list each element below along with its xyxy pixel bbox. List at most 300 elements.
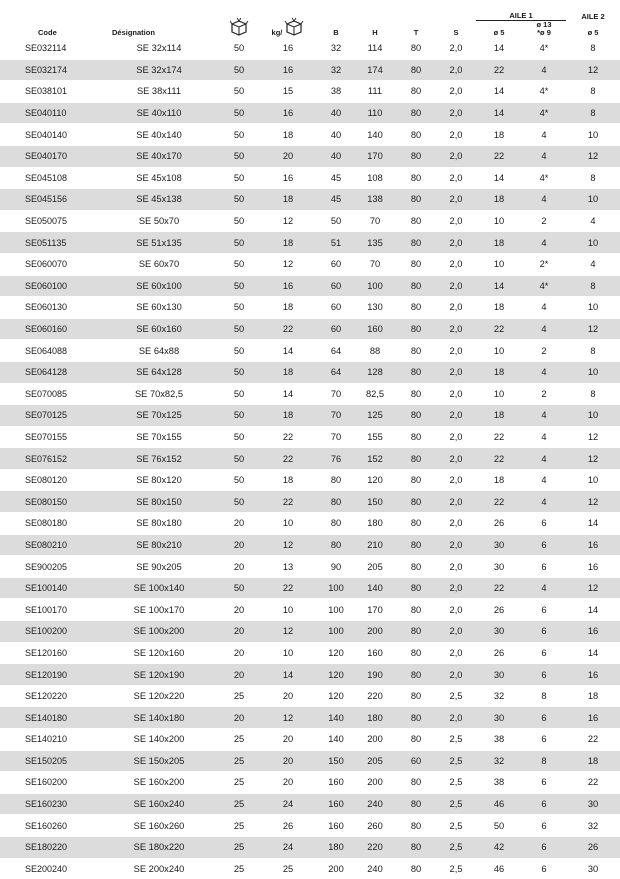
- cell-t: 80: [396, 253, 436, 275]
- cell-t: 80: [396, 189, 436, 211]
- header-code: Code: [0, 0, 98, 38]
- cell-aile1-d5: 10: [476, 210, 522, 232]
- cell-h: 210: [354, 534, 396, 556]
- table-row: [0, 621, 620, 643]
- cell-s: 2,0: [436, 469, 476, 491]
- weight-box-icon: [284, 17, 304, 37]
- cell-aile2-d5: 22: [566, 729, 620, 751]
- cell-s: 2,0: [436, 297, 476, 319]
- cell-code: SE070085: [0, 383, 98, 405]
- table-row: [0, 707, 620, 729]
- cell-kg: 26: [258, 815, 318, 837]
- table-row: [0, 124, 620, 146]
- cell-box-qty: 50: [220, 318, 258, 340]
- cell-box-qty: 50: [220, 189, 258, 211]
- cell-s: 2,0: [436, 599, 476, 621]
- cell-t: 80: [396, 124, 436, 146]
- header-b: B: [318, 0, 354, 38]
- cell-aile1-d13: 6: [522, 729, 566, 751]
- header-d9-label: *ø 9: [537, 28, 551, 37]
- cell-aile1-d5: 50: [476, 815, 522, 837]
- cell-b: 60: [318, 253, 354, 275]
- cell-aile1-d5: 26: [476, 513, 522, 535]
- cell-aile1-d13: 6: [522, 664, 566, 686]
- cell-b: 200: [318, 858, 354, 879]
- cell-aile1-d5: 46: [476, 858, 522, 879]
- cell-b: 38: [318, 81, 354, 103]
- cell-aile1-d5: 14: [476, 167, 522, 189]
- header-aile2-d5: ø 5: [566, 21, 620, 38]
- cell-aile1-d5: 30: [476, 664, 522, 686]
- table-row: [0, 556, 620, 578]
- cell-code: SE900205: [0, 556, 98, 578]
- table-row: [0, 685, 620, 707]
- cell-h: 135: [354, 232, 396, 254]
- cell-aile2-d5: 16: [566, 707, 620, 729]
- cell-s: 2,5: [436, 815, 476, 837]
- cell-aile1-d13: 4: [522, 318, 566, 340]
- cell-box-qty: 20: [220, 642, 258, 664]
- cell-designation: SE 32x114: [98, 38, 220, 60]
- cell-code: SE060100: [0, 275, 98, 297]
- cell-designation: SE 50x70: [98, 210, 220, 232]
- cell-kg: 12: [258, 210, 318, 232]
- cell-box-qty: 50: [220, 210, 258, 232]
- cell-s: 2,0: [436, 275, 476, 297]
- cell-aile2-d5: 14: [566, 599, 620, 621]
- cell-code: SE100200: [0, 621, 98, 643]
- cell-aile1-d13: 6: [522, 815, 566, 837]
- cell-box-qty: 25: [220, 729, 258, 751]
- cell-box-qty: 50: [220, 448, 258, 470]
- cell-b: 60: [318, 318, 354, 340]
- cell-designation: SE 60x160: [98, 318, 220, 340]
- header-kg: [258, 0, 318, 38]
- cell-box-qty: 50: [220, 361, 258, 383]
- header-aile1-d13: [522, 21, 566, 38]
- header-aile2: AILE 2: [566, 0, 620, 21]
- cell-kg: 10: [258, 513, 318, 535]
- cell-aile1-d13: 4: [522, 469, 566, 491]
- cell-code: SE060070: [0, 253, 98, 275]
- cell-code: SE051135: [0, 232, 98, 254]
- cell-b: 160: [318, 793, 354, 815]
- cell-kg: 20: [258, 772, 318, 794]
- cell-s: 2,0: [436, 38, 476, 60]
- cell-b: 150: [318, 750, 354, 772]
- cell-aile1-d5: 32: [476, 685, 522, 707]
- cell-code: SE080150: [0, 491, 98, 513]
- cell-h: 70: [354, 210, 396, 232]
- cell-s: 2,0: [436, 210, 476, 232]
- cell-b: 76: [318, 448, 354, 470]
- cell-aile1-d5: 10: [476, 340, 522, 362]
- cell-box-qty: 50: [220, 38, 258, 60]
- cell-b: 160: [318, 815, 354, 837]
- cell-aile1-d13: 8: [522, 750, 566, 772]
- cell-h: 150: [354, 491, 396, 513]
- cell-aile1-d13: 2: [522, 340, 566, 362]
- cell-code: SE040140: [0, 124, 98, 146]
- cell-box-qty: 50: [220, 59, 258, 81]
- cell-aile1-d5: 10: [476, 383, 522, 405]
- cell-h: 155: [354, 426, 396, 448]
- cell-s: 2,5: [436, 750, 476, 772]
- cell-h: 190: [354, 664, 396, 686]
- header-d13-label: ø 13: [536, 20, 551, 29]
- cell-code: SE060130: [0, 297, 98, 319]
- cell-h: 82,5: [354, 383, 396, 405]
- cell-aile1-d13: 4: [522, 405, 566, 427]
- cell-s: 2,0: [436, 556, 476, 578]
- table-row: [0, 210, 620, 232]
- cell-designation: SE 140x180: [98, 707, 220, 729]
- cell-aile2-d5: 12: [566, 318, 620, 340]
- cell-code: SE100170: [0, 599, 98, 621]
- cell-aile2-d5: 14: [566, 642, 620, 664]
- cell-kg: 20: [258, 729, 318, 751]
- cell-t: 80: [396, 836, 436, 858]
- cell-code: SE180220: [0, 836, 98, 858]
- cell-b: 120: [318, 642, 354, 664]
- cell-b: 40: [318, 124, 354, 146]
- table-row: [0, 38, 620, 60]
- cell-b: 70: [318, 426, 354, 448]
- cell-code: SE080120: [0, 469, 98, 491]
- cell-kg: 20: [258, 145, 318, 167]
- cell-h: 114: [354, 38, 396, 60]
- cell-h: 140: [354, 577, 396, 599]
- cell-aile1-d5: 38: [476, 729, 522, 751]
- cell-kg: 18: [258, 405, 318, 427]
- cell-designation: SE 80x150: [98, 491, 220, 513]
- table-row: [0, 491, 620, 513]
- cell-aile1-d13: 4*: [522, 81, 566, 103]
- cell-t: 80: [396, 448, 436, 470]
- cell-designation: SE 100x200: [98, 621, 220, 643]
- table-row: [0, 664, 620, 686]
- cell-code: SE080180: [0, 513, 98, 535]
- cell-aile1-d5: 22: [476, 426, 522, 448]
- cell-t: 80: [396, 102, 436, 124]
- cell-t: 80: [396, 707, 436, 729]
- cell-t: 80: [396, 405, 436, 427]
- cell-designation: SE 45x138: [98, 189, 220, 211]
- cell-designation: SE 64x88: [98, 340, 220, 362]
- cell-box-qty: 20: [220, 534, 258, 556]
- cell-kg: 10: [258, 599, 318, 621]
- cell-aile2-d5: 10: [566, 469, 620, 491]
- table-row: [0, 383, 620, 405]
- table-row: [0, 81, 620, 103]
- cell-code: SE064128: [0, 361, 98, 383]
- table-row: [0, 102, 620, 124]
- header-h: H: [354, 0, 396, 38]
- cell-t: 80: [396, 167, 436, 189]
- cell-code: SE050075: [0, 210, 98, 232]
- cell-aile2-d5: 16: [566, 534, 620, 556]
- cell-designation: SE 76x152: [98, 448, 220, 470]
- table-row: [0, 426, 620, 448]
- cell-s: 2,0: [436, 59, 476, 81]
- cell-h: 170: [354, 145, 396, 167]
- cell-box-qty: 50: [220, 383, 258, 405]
- cell-b: 40: [318, 102, 354, 124]
- cell-aile1-d5: 32: [476, 750, 522, 772]
- cell-box-qty: 25: [220, 793, 258, 815]
- table-row: [0, 59, 620, 81]
- cell-code: SE160200: [0, 772, 98, 794]
- cell-b: 51: [318, 232, 354, 254]
- cell-aile1-d13: 4: [522, 145, 566, 167]
- cell-aile2-d5: 12: [566, 426, 620, 448]
- cell-aile2-d5: 8: [566, 340, 620, 362]
- cell-s: 2,0: [436, 491, 476, 513]
- cell-kg: 18: [258, 124, 318, 146]
- cell-aile1-d13: 4*: [522, 102, 566, 124]
- cell-designation: SE 120x160: [98, 642, 220, 664]
- cell-designation: SE 150x205: [98, 750, 220, 772]
- cell-b: 64: [318, 340, 354, 362]
- cell-aile1-d13: 2: [522, 383, 566, 405]
- cell-b: 64: [318, 361, 354, 383]
- cell-kg: 13: [258, 556, 318, 578]
- cell-t: 80: [396, 513, 436, 535]
- table-header: [0, 0, 620, 38]
- cell-box-qty: 50: [220, 405, 258, 427]
- cell-aile1-d13: 6: [522, 513, 566, 535]
- cell-b: 70: [318, 383, 354, 405]
- cell-code: SE160260: [0, 815, 98, 837]
- cell-aile2-d5: 12: [566, 448, 620, 470]
- cell-b: 180: [318, 836, 354, 858]
- cell-code: SE120190: [0, 664, 98, 686]
- cell-t: 80: [396, 145, 436, 167]
- cell-code: SE160230: [0, 793, 98, 815]
- cell-s: 2,0: [436, 707, 476, 729]
- cell-t: 80: [396, 361, 436, 383]
- cell-box-qty: 25: [220, 858, 258, 879]
- cell-aile1-d13: 4: [522, 124, 566, 146]
- cell-s: 2,0: [436, 81, 476, 103]
- cell-aile2-d5: 4: [566, 210, 620, 232]
- cell-aile2-d5: 8: [566, 81, 620, 103]
- cell-aile1-d5: 38: [476, 772, 522, 794]
- cell-box-qty: 25: [220, 815, 258, 837]
- cell-box-qty: 50: [220, 102, 258, 124]
- cell-box-qty: 20: [220, 621, 258, 643]
- cell-designation: SE 40x140: [98, 124, 220, 146]
- cell-t: 80: [396, 38, 436, 60]
- cell-aile1-d13: 4*: [522, 38, 566, 60]
- cell-aile1-d13: 4: [522, 297, 566, 319]
- cell-designation: SE 38x111: [98, 81, 220, 103]
- cell-t: 80: [396, 664, 436, 686]
- cell-aile1-d5: 18: [476, 189, 522, 211]
- cell-designation: SE 100x140: [98, 577, 220, 599]
- cell-code: SE120220: [0, 685, 98, 707]
- cell-h: 152: [354, 448, 396, 470]
- cell-box-qty: 20: [220, 513, 258, 535]
- cell-aile1-d5: 22: [476, 577, 522, 599]
- cell-b: 60: [318, 297, 354, 319]
- cell-h: 174: [354, 59, 396, 81]
- header-t: T: [396, 0, 436, 38]
- cell-s: 2,0: [436, 621, 476, 643]
- table-row: [0, 448, 620, 470]
- cell-designation: SE 180x220: [98, 836, 220, 858]
- cell-b: 120: [318, 664, 354, 686]
- cell-aile2-d5: 10: [566, 189, 620, 211]
- cell-designation: SE 200x240: [98, 858, 220, 879]
- cell-h: 200: [354, 729, 396, 751]
- cell-s: 2,0: [436, 318, 476, 340]
- cell-aile1-d13: 4: [522, 426, 566, 448]
- cell-code: SE150205: [0, 750, 98, 772]
- cell-code: SE120160: [0, 642, 98, 664]
- cell-h: 180: [354, 513, 396, 535]
- cell-kg: 22: [258, 448, 318, 470]
- table-row: [0, 275, 620, 297]
- cell-t: 80: [396, 469, 436, 491]
- table-row: [0, 599, 620, 621]
- cell-box-qty: 50: [220, 145, 258, 167]
- cell-kg: 16: [258, 38, 318, 60]
- cell-t: 80: [396, 340, 436, 362]
- cell-aile1-d13: 4: [522, 59, 566, 81]
- cell-s: 2,0: [436, 448, 476, 470]
- cell-aile2-d5: 8: [566, 102, 620, 124]
- cell-b: 40: [318, 145, 354, 167]
- cell-t: 80: [396, 815, 436, 837]
- table-row: [0, 858, 620, 879]
- cell-t: 80: [396, 318, 436, 340]
- cell-kg: 12: [258, 253, 318, 275]
- cell-aile1-d13: 2: [522, 210, 566, 232]
- cell-designation: SE 60x130: [98, 297, 220, 319]
- cell-h: 240: [354, 793, 396, 815]
- cell-h: 200: [354, 621, 396, 643]
- cell-code: SE045108: [0, 167, 98, 189]
- cell-kg: 16: [258, 275, 318, 297]
- cell-aile2-d5: 8: [566, 275, 620, 297]
- cell-b: 90: [318, 556, 354, 578]
- cell-b: 45: [318, 167, 354, 189]
- cell-t: 80: [396, 858, 436, 879]
- cell-designation: SE 40x170: [98, 145, 220, 167]
- cell-h: 120: [354, 469, 396, 491]
- cell-h: 160: [354, 318, 396, 340]
- cell-kg: 16: [258, 59, 318, 81]
- cell-b: 80: [318, 534, 354, 556]
- cell-b: 60: [318, 275, 354, 297]
- cell-kg: 16: [258, 167, 318, 189]
- cell-box-qty: 50: [220, 253, 258, 275]
- cell-aile1-d13: 6: [522, 642, 566, 664]
- cell-code: SE076152: [0, 448, 98, 470]
- cell-kg: 22: [258, 426, 318, 448]
- cell-kg: 24: [258, 793, 318, 815]
- cell-aile1-d5: 18: [476, 361, 522, 383]
- cell-aile1-d13: 4: [522, 232, 566, 254]
- cell-kg: 14: [258, 383, 318, 405]
- cell-s: 2,0: [436, 534, 476, 556]
- cell-t: 80: [396, 621, 436, 643]
- cell-h: 240: [354, 858, 396, 879]
- table-row: [0, 340, 620, 362]
- cell-box-qty: 50: [220, 167, 258, 189]
- cell-h: 130: [354, 297, 396, 319]
- cell-aile2-d5: 12: [566, 145, 620, 167]
- cell-t: 80: [396, 556, 436, 578]
- cell-aile2-d5: 22: [566, 772, 620, 794]
- cell-kg: 22: [258, 491, 318, 513]
- cell-s: 2,0: [436, 253, 476, 275]
- cell-b: 160: [318, 772, 354, 794]
- cell-h: 160: [354, 642, 396, 664]
- cell-aile1-d5: 10: [476, 253, 522, 275]
- cell-designation: SE 80x210: [98, 534, 220, 556]
- box-icon: [229, 17, 249, 37]
- cell-kg: 18: [258, 361, 318, 383]
- cell-h: 200: [354, 772, 396, 794]
- cell-s: 2,0: [436, 232, 476, 254]
- cell-kg: 14: [258, 664, 318, 686]
- cell-h: 88: [354, 340, 396, 362]
- header-s: S: [436, 0, 476, 38]
- cell-aile2-d5: 12: [566, 577, 620, 599]
- cell-b: 140: [318, 707, 354, 729]
- cell-code: SE040170: [0, 145, 98, 167]
- cell-aile2-d5: 10: [566, 297, 620, 319]
- cell-code: SE100140: [0, 577, 98, 599]
- cell-t: 80: [396, 685, 436, 707]
- cell-t: 80: [396, 426, 436, 448]
- cell-t: 80: [396, 81, 436, 103]
- cell-t: 80: [396, 772, 436, 794]
- cell-h: 70: [354, 253, 396, 275]
- cell-aile1-d5: 18: [476, 405, 522, 427]
- cell-aile2-d5: 10: [566, 232, 620, 254]
- table-row: [0, 577, 620, 599]
- cell-designation: SE 70x82,5: [98, 383, 220, 405]
- cell-h: 260: [354, 815, 396, 837]
- cell-aile1-d5: 18: [476, 469, 522, 491]
- cell-designation: SE 140x200: [98, 729, 220, 751]
- cell-aile1-d5: 14: [476, 81, 522, 103]
- cell-s: 2,0: [436, 167, 476, 189]
- cell-b: 32: [318, 38, 354, 60]
- cell-t: 80: [396, 59, 436, 81]
- cell-box-qty: 50: [220, 297, 258, 319]
- table-row: [0, 815, 620, 837]
- cell-b: 120: [318, 685, 354, 707]
- cell-designation: SE 90x205: [98, 556, 220, 578]
- cell-aile1-d13: 2*: [522, 253, 566, 275]
- cell-box-qty: 50: [220, 469, 258, 491]
- header-designation: Désignation: [98, 0, 220, 38]
- cell-box-qty: 50: [220, 340, 258, 362]
- cell-h: 205: [354, 556, 396, 578]
- cell-designation: SE 40x110: [98, 102, 220, 124]
- cell-code: SE070155: [0, 426, 98, 448]
- table-row: [0, 145, 620, 167]
- cell-h: 100: [354, 275, 396, 297]
- cell-t: 80: [396, 297, 436, 319]
- cell-h: 111: [354, 81, 396, 103]
- cell-aile1-d13: 6: [522, 621, 566, 643]
- cell-designation: SE 120x220: [98, 685, 220, 707]
